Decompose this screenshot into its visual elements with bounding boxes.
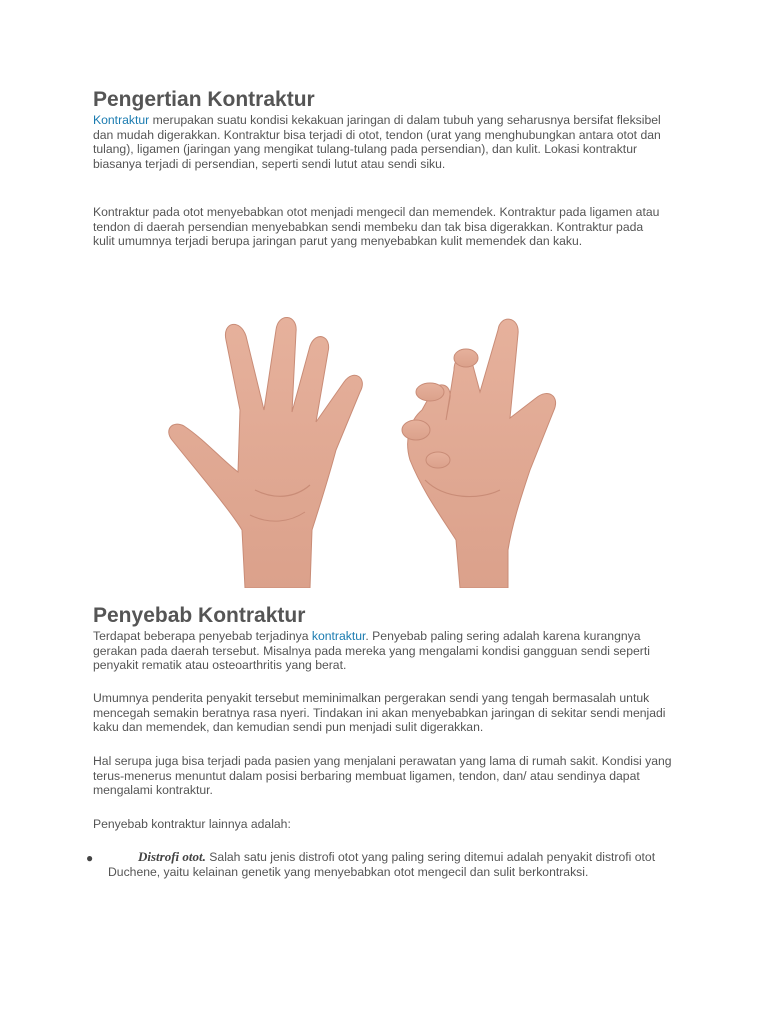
hands-contracture-image	[160, 300, 580, 588]
paragraph-pain: Umumnya penderita penyakit tersebut meminimalkan pergerakan sendi yang tengah bermasalah untuk mencegah semakin beratnya rasa nyeri. Tindakan ini akan menyebabkan jaringan di sekitar sendi menjadi kaku dan memendek, dan kemudian sendi pun menjadi sulit digerakkan.	[93, 691, 666, 735]
paragraph-effects: Kontraktur pada otot menyebabkan otot menjadi mengecil dan memendek. Kontraktur pada ligamen atau tendon di daerah persendian menyebabkan sendi membeku dan tak bisa digerakkan. Kontraktur pada kulit umumnya terjadi berupa jaringan parut yang menyebabkan kulit memendek dan kaku.	[93, 205, 660, 249]
kontraktur-link-2[interactable]: kontraktur	[311, 629, 366, 643]
normal-hand	[169, 317, 363, 588]
paragraph-other-causes: Penyebab kontraktur lainnya adalah:	[93, 817, 291, 831]
list-item-text: Salah satu jenis distrofi otot yang paling sering ditemui adalah penyakit distrofi otot Duchene, yaitu kelainan genetik yang menyebabkan otot mengecil dan sulit berkontraksi.	[108, 850, 656, 879]
list-item-term: Distrofi otot.	[138, 849, 206, 864]
section-heading-pengertian: Pengertian Kontraktur	[93, 88, 315, 111]
kontraktur-link[interactable]: Kontraktur	[93, 113, 150, 127]
bullet-icon: ●	[86, 851, 94, 865]
contracted-hand	[402, 319, 556, 588]
paragraph-causes	[93, 629, 653, 673]
paragraph-definition	[93, 113, 678, 171]
hands-illustration	[160, 300, 580, 588]
definition-text: merupakan suatu kondisi kekakuan jaringan di dalam tubuh yang seharusnya bersifat fleksibel dan mudah digerakkan. Kontraktur bisa terjadi di otot, tendon (urat yang menghubungkan antara otot dan tulang), ligamen (jaringan yang mengikat tulang-tulang pada persendian), dan kulit. Lokasi kontraktur biasanya terjadi di persendian, seperti sendi lutut atau sendi siku.	[93, 113, 661, 171]
causes-text-before: Terdapat beberapa penyebab terjadinya	[93, 629, 312, 643]
paragraph-hospital: Hal serupa juga bisa terjadi pada pasien yang menjalani perawatan yang lama di rumah sakit. Kondisi yang terus-menerus menuntut dalam posisi berbaring membuat ligamen, tendon, dan/ atau sendinya dapat mengalami kontraktur.	[93, 754, 672, 798]
list-item	[108, 850, 668, 879]
section-heading-penyebab: Penyebab Kontraktur	[93, 604, 306, 627]
causes-text-after: . Penyebab paling sering adalah karena kurangnya gerakan pada daerah tersebut. Misalnya pada mereka yang mengalami kondisi gangguan sendi seperti penyakit rematik atau osteoarthritis yang berat.	[93, 629, 650, 673]
